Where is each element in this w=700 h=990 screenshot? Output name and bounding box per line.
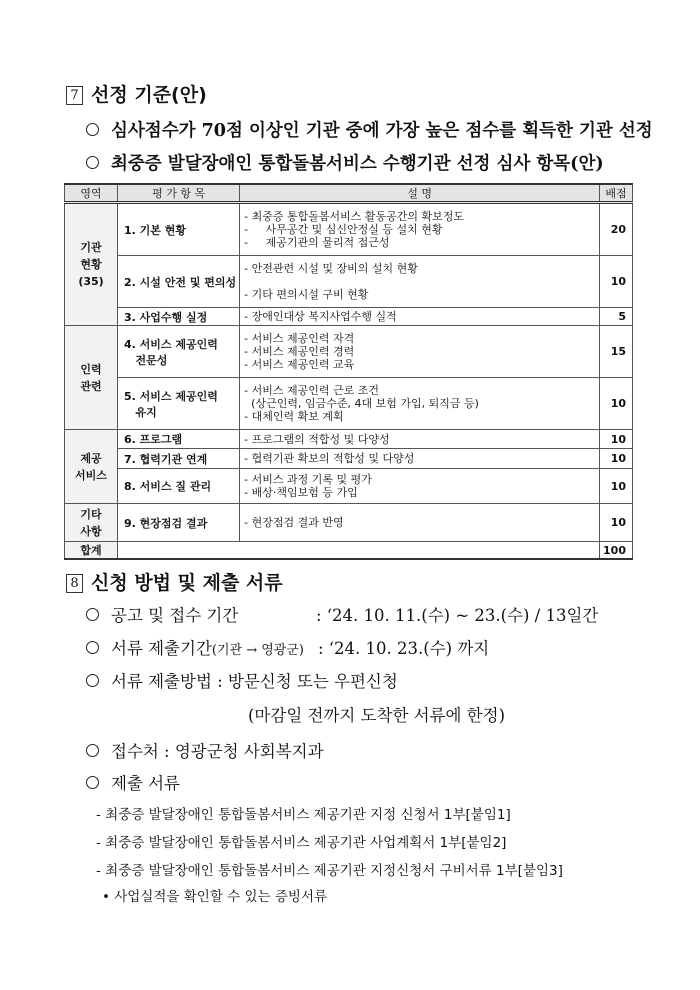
receiver-text: 접수처 : 영광군청 사회복지과 bbox=[111, 742, 324, 761]
submit-period-line bbox=[86, 635, 304, 659]
table-row bbox=[65, 326, 633, 378]
item-cell: 4. 서비스 제공인력 전문성 bbox=[118, 326, 240, 378]
docs-label: 제출 서류 bbox=[111, 774, 181, 793]
description-line: - 서비스 제공인력 근로 조건 bbox=[244, 384, 380, 397]
header-area: 영역 bbox=[65, 184, 118, 203]
score-cell: 10 bbox=[600, 256, 633, 308]
description-line: - 장애인대상 복지사업수행 실적 bbox=[244, 310, 397, 323]
description-line: (상근인력, 임금수준, 4대 보험 가입, 퇴직금 등) bbox=[244, 397, 479, 410]
bullet-selection-rule bbox=[86, 117, 653, 142]
score-cell: 10 bbox=[600, 504, 633, 542]
score-cell: 5 bbox=[600, 308, 633, 326]
doc-item: - 최중증 발달장애인 통합돌봄서비스 제공기관 사업계획서 1부[붙임2] bbox=[96, 835, 507, 851]
description-line: - 현장점검 결과 반영 bbox=[244, 516, 344, 529]
description-cell bbox=[240, 430, 600, 449]
section-title: 신청 방법 및 제출 서류 bbox=[91, 572, 283, 594]
description-line: - 협력기관 확보의 적합성 및 다양성 bbox=[244, 452, 415, 465]
total-empty bbox=[118, 542, 600, 560]
description-line: - 서비스 과정 기록 및 평가 bbox=[244, 473, 372, 486]
bullet-criteria bbox=[86, 150, 604, 175]
header-score: 배점 bbox=[600, 184, 633, 203]
section-title: 선정 기준(안) bbox=[91, 84, 207, 106]
score-cell: 20 bbox=[600, 203, 633, 256]
submit-period-sub: (기관 → 영광군) bbox=[211, 643, 304, 658]
table-row bbox=[65, 504, 633, 542]
period-label: 공고 및 접수 기간 bbox=[111, 606, 239, 625]
description-cell bbox=[240, 378, 600, 430]
table-header-row bbox=[65, 184, 633, 203]
docs-line bbox=[86, 770, 180, 794]
description-cell bbox=[240, 469, 600, 504]
total-score: 100 bbox=[600, 542, 633, 560]
description-line: - 제공기관의 물리적 접근성 bbox=[244, 236, 390, 249]
description-cell bbox=[240, 256, 600, 308]
period-line bbox=[86, 602, 238, 626]
score-cell: 15 bbox=[600, 326, 633, 378]
bullet-text: 최중증 발달장애인 통합돌봄서비스 수행기관 선정 심사 항목(안) bbox=[111, 154, 604, 174]
total-row bbox=[65, 542, 633, 560]
receiver-line bbox=[86, 738, 324, 762]
item-cell: 5. 서비스 제공인력 유지 bbox=[118, 378, 240, 430]
description-line: - 기타 편의시설 구비 현황 bbox=[244, 288, 369, 301]
header-item: 평 가 항 목 bbox=[118, 184, 240, 203]
sub-doc-item: • 사업실적을 확인할 수 있는 증빙서류 bbox=[102, 889, 328, 905]
description-line: - 서비스 제공인력 경력 bbox=[244, 345, 355, 358]
circle-bullet-icon bbox=[86, 608, 99, 621]
section-7-heading bbox=[66, 80, 207, 107]
description-line: - 대체인력 확보 계획 bbox=[244, 410, 344, 423]
description-line: - 최중증 통합돌봄서비스 활동공간의 확보정도 bbox=[244, 210, 465, 223]
score-cell: 10 bbox=[600, 378, 633, 430]
score-cell: 10 bbox=[600, 469, 633, 504]
item-cell: 1. 기본 현황 bbox=[118, 203, 240, 256]
method-line bbox=[86, 668, 398, 692]
item-cell: 6. 프로그램 bbox=[118, 430, 240, 449]
section-8-heading bbox=[66, 568, 283, 595]
area-cell: 제공 서비스 bbox=[65, 430, 118, 504]
submit-period-label: 서류 제출기간 bbox=[111, 639, 212, 658]
header-desc: 설 명 bbox=[240, 184, 600, 203]
bullet-text: 심사점수가 70점 이상인 기관 중에 가장 높은 점수를 획득한 기관 선정 bbox=[111, 121, 653, 141]
circle-bullet-icon bbox=[86, 156, 99, 169]
circle-bullet-icon bbox=[86, 123, 99, 136]
description-line: - 안전관련 시설 및 장비의 설치 현황 bbox=[244, 262, 418, 275]
item-cell: 7. 협력기관 연계 bbox=[118, 449, 240, 469]
description-cell bbox=[240, 203, 600, 256]
description-cell bbox=[240, 308, 600, 326]
table-row bbox=[65, 449, 633, 469]
table-row bbox=[65, 469, 633, 504]
table-row bbox=[65, 378, 633, 430]
total-label: 합계 bbox=[65, 542, 118, 560]
doc-item: - 최중증 발달장애인 통합돌봄서비스 제공기관 지정신청서 구비서류 1부[붙임3] bbox=[96, 863, 563, 879]
doc-item: - 최중증 발달장애인 통합돌봄서비스 제공기관 지정 신청서 1부[붙임1] bbox=[96, 807, 511, 823]
section-number: 7 bbox=[66, 86, 83, 105]
method-text: 서류 제출방법 : 방문신청 또는 우편신청 bbox=[111, 672, 398, 691]
item-cell: 9. 현장점검 결과 bbox=[118, 504, 240, 542]
item-cell: 3. 사업수행 실정 bbox=[118, 308, 240, 326]
circle-bullet-icon bbox=[86, 674, 99, 687]
criteria-table bbox=[64, 183, 633, 560]
description-line: - 배상·책임보험 등 가입 bbox=[244, 486, 358, 499]
description-line bbox=[244, 275, 596, 288]
description-line: - 서비스 제공인력 자격 bbox=[244, 332, 355, 345]
section-number: 8 bbox=[66, 574, 83, 593]
area-cell: 기타 사항 bbox=[65, 504, 118, 542]
circle-bullet-icon bbox=[86, 744, 99, 757]
description-cell bbox=[240, 449, 600, 469]
table-row bbox=[65, 430, 633, 449]
table-row bbox=[65, 256, 633, 308]
item-cell: 2. 시설 안전 및 편의성 bbox=[118, 256, 240, 308]
method-note: (마감일 전까지 도착한 서류에 한정) bbox=[248, 706, 505, 725]
description-line: - 사무공간 및 심신안정실 등 설치 현황 bbox=[244, 223, 443, 236]
period-value: : ‘24. 10. 11.(수) ~ 23.(수) / 13일간 bbox=[316, 606, 599, 625]
description-line: - 프로그램의 적합성 및 다양성 bbox=[244, 432, 390, 446]
area-cell: 기관 현황 (35) bbox=[65, 203, 118, 326]
area-cell: 인력 관련 bbox=[65, 326, 118, 430]
circle-bullet-icon bbox=[86, 776, 99, 789]
table-row bbox=[65, 308, 633, 326]
item-cell: 8. 서비스 질 관리 bbox=[118, 469, 240, 504]
submit-period-value: : ‘24. 10. 23.(수) 까지 bbox=[318, 639, 490, 658]
score-cell: 10 bbox=[600, 430, 633, 449]
score-cell: 10 bbox=[600, 449, 633, 469]
table-row bbox=[65, 203, 633, 256]
description-line: - 서비스 제공인력 교육 bbox=[244, 358, 355, 371]
circle-bullet-icon bbox=[86, 641, 99, 654]
description-cell bbox=[240, 504, 600, 542]
description-cell bbox=[240, 326, 600, 378]
